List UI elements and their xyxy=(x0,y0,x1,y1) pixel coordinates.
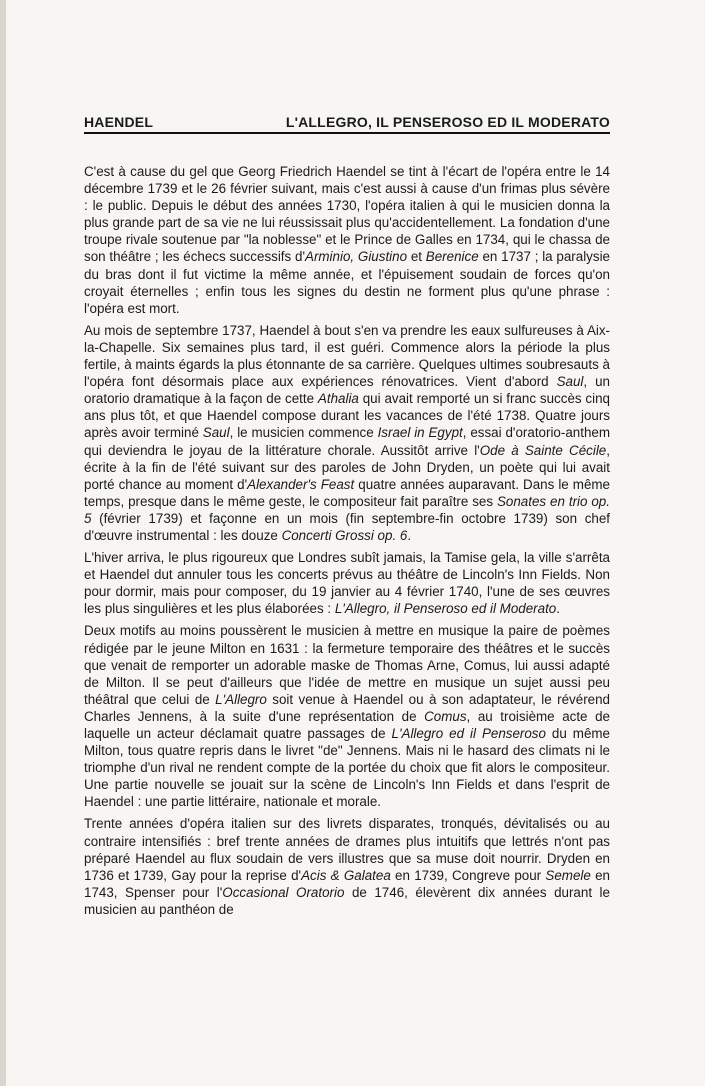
paragraph-4 xyxy=(84,622,610,810)
italic-title: L'Allegro xyxy=(215,691,267,707)
italic-title: Saul xyxy=(202,425,230,441)
paragraph-1 xyxy=(84,163,610,317)
text-run: Deux motifs au moins poussèrent le musicien à mettre en musique la paire de poèmes rédigée par le jeune Milton en 1631 : la fermeture temporaire des théâtres et le succès que venait de remporter un adorable maske de Thomas Arne, Comus, lui aussi adapté de Milton. Il se peut d'ailleurs que l'idée de mettre en musique un sujet aussi peu théâtral que celui de xyxy=(84,623,610,707)
running-header xyxy=(84,114,610,134)
body-text xyxy=(84,163,610,923)
text-run: , écrite à la fin de l'été suivant sur des paroles de John Dryden, un poète qui lui avait porté chance au moment d' xyxy=(84,442,610,492)
text-run: en 1737 ; la paralysie du bras dont il fut victime la même année, et l'épuisement soudain de forces qu'on croyait éternelles ; enfin tous les signes du destin ne forment plus qu'une phrase : l'opéra est mort. xyxy=(84,249,610,316)
text-run: . xyxy=(407,527,412,543)
header-work-title: L'ALLEGRO, IL PENSEROSO ED IL MODERATO xyxy=(285,114,610,130)
italic-title: Israel in Egypt xyxy=(377,425,463,441)
paragraph-3 xyxy=(84,549,610,617)
text-run: L'hiver arriva, le plus rigoureux que Londres subît jamais, la Tamise gela, la ville s'arrêta et Haendel dut annuler tous les concerts prévus au théâtre de Lincoln's Inn Fields. Non pour dormir, mais pour composer, du 19 janvier au 4 février 1740, l'une de ses œuvres les plus singulières et les plus élaborées : xyxy=(84,550,610,617)
italic-title: Concerti Grossi op. 6 xyxy=(281,527,408,543)
text-run: , le musicien commence xyxy=(229,425,378,441)
header-composer: HAENDEL xyxy=(84,114,154,130)
italic-title: L'Allegro, il Penseroso ed il Moderato xyxy=(334,601,557,617)
italic-title: Saul xyxy=(556,374,584,390)
italic-title: Ode à Sainte Cécile xyxy=(479,442,607,458)
text-run: , un oratorio dramatique à la façon de cette xyxy=(84,374,611,407)
italic-title: L'Allegro ed il Penseroso xyxy=(391,726,546,741)
text-run: , au troisième acte de laquelle un acteur déclamait quatre passages de xyxy=(84,708,610,741)
page-edge xyxy=(0,0,6,1086)
text-run: Au mois de septembre 1737, Haendel à bout s'en va prendre les eaux sulfureuses à Aix-la-Chapelle. Six semaines plus tard, il est guéri. Commence alors la période la plus fertile, à maints égards la plus étonnante de sa carrière. Quelques ultimes soubresauts à l'opéra font désormais place aux expériences rénovatrices. Vient d'abord xyxy=(84,322,610,390)
text-run: C'est à cause du gel que Georg Friedrich Haendel se tint à l'écart de l'opéra entre le 14 décembre 1739 et le 26 février suivant, mais c'est aussi à cause d'un frimas plus sévère : le public. Depuis le début des années 1730, l'opéra italien à qui le musicien donna la plus grande part de sa vie ne lui réussissait plus qu'accidentellement. La fondation d'une troupe rivale soutenue par "la noblesse" et le Prince de Galles en 1734, qui le chassa de son théâtre ; les échecs successifs d' xyxy=(84,164,610,265)
text-run: qui avait remporté un si franc succès cinq ans plus tôt, et que Haendel compose durant les vacances de l'été 1738. Quatre jours après avoir terminé xyxy=(84,391,610,441)
text-run: , essai d'oratorio-anthem qui deviendra le joyau de la littérature chorale. Aussitôt arrive l' xyxy=(84,425,610,458)
italic-title: Alexander's Feast xyxy=(247,476,355,492)
text-run: (février 1739) et façonne en un mois (fin septembre-fin octobre 1739) son chef d'œuvre instrumental : les douze xyxy=(84,510,610,543)
italic-title: Semele xyxy=(545,867,591,883)
italic-title: Occasional Oratorio xyxy=(222,884,345,900)
italic-title: Arminio, Giustino xyxy=(305,249,408,265)
text-run: Trente années d'opéra italien sur des livrets disparates, tronqués, dévitalisés ou au contraire intensifiés : bref trente années de drames plus intuitifs que lettrés n'ont pas préparé Haendel au flux soudain de vers illustres que sa muse doit nourrir. Dryden en 1736 et 1739, Gay pour la reprise d' xyxy=(84,816,610,883)
text-run: en 1743, Spenser pour l' xyxy=(84,867,610,900)
text-run: soit venue à Haendel ou à son adaptateur, le révérend Charles Jennens, à la suite d'une représentation de xyxy=(84,691,610,724)
text-run: en 1739, Congreve pour xyxy=(390,867,546,883)
text-run: et xyxy=(407,249,426,265)
italic-title: Sonates en trio op. 5 xyxy=(84,493,610,526)
italic-title: Athalia xyxy=(317,391,359,407)
text-run: de 1746, élevèrent dix années durant le musicien au panthéon de xyxy=(84,884,610,917)
text-run: . xyxy=(556,601,560,617)
italic-title: Comus xyxy=(424,708,467,724)
italic-title: Berenice xyxy=(425,249,479,265)
text-run: quatre années auparavant. Dans le même temps, presque dans le même geste, le compositeur fait paraître ses xyxy=(84,476,610,509)
italic-title: Acis & Galatea xyxy=(301,867,391,883)
text-run: du même Milton, tous quatre repris dans le livret "de" Jennens. Mais ni le hasard des climats ni le triomphe d'un rival ne rendent compte de la portée du choix que fit alors le compositeur. Une partie nouvelle se jouait sur la scène de Lincoln's Inn Fields et dans l'esprit de Haendel : une partie littéraire, nationale et morale. xyxy=(84,726,610,810)
paragraph-5 xyxy=(84,815,610,918)
paragraph-2 xyxy=(84,322,610,544)
